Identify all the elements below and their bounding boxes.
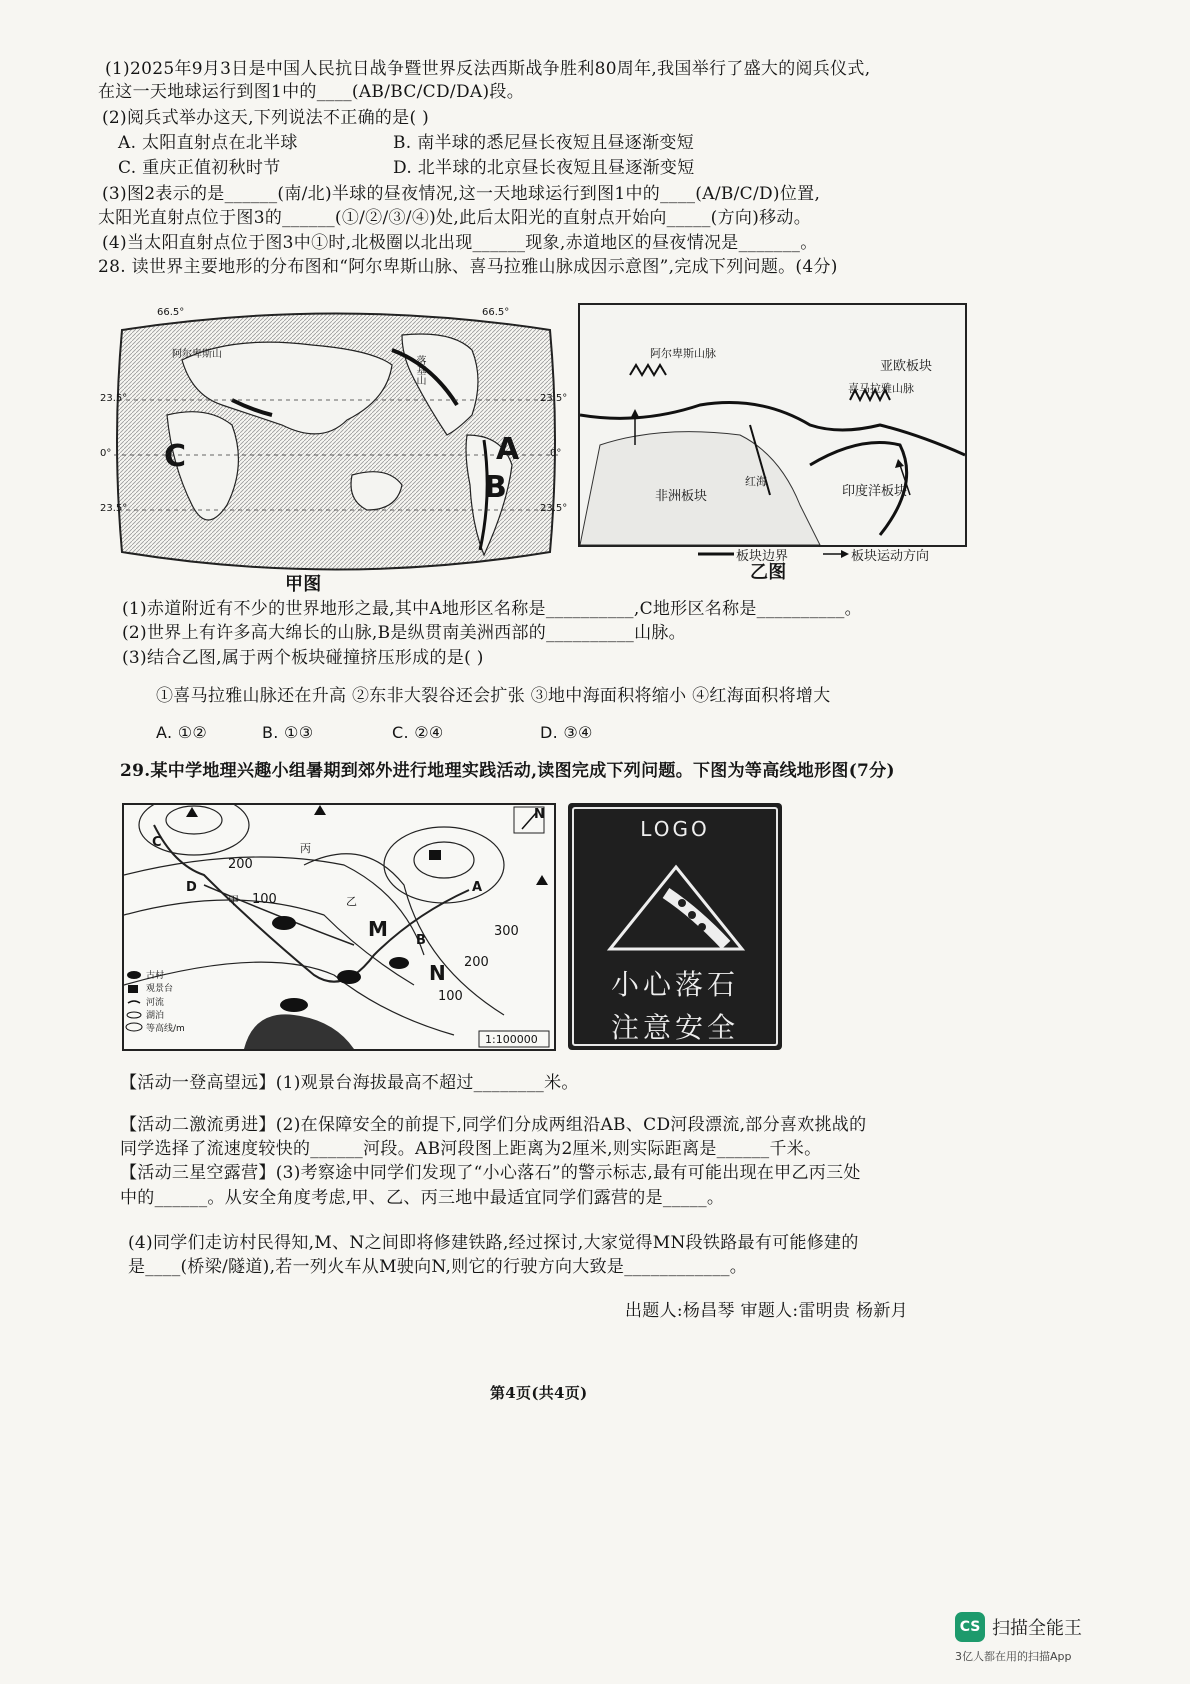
letter-c: C (164, 439, 187, 474)
lat-label-66-5-north-right: 66.5° (482, 307, 510, 318)
point-a: A (472, 880, 483, 895)
red-sea-label: 红海 (745, 475, 767, 488)
legend-boundary: 板块边界 (736, 549, 789, 564)
point-c: C (152, 835, 162, 850)
himalaya-label: 喜马拉雅山脉 (848, 382, 914, 395)
contour-value-100-a: 100 (252, 892, 277, 907)
q27-part4: (4)当太阳直射点位于图3中①时,北极圈以北出现______现象,赤道地区的昼夜情况是_______。 (102, 233, 818, 253)
watermark-app-name: 扫描全能王 (992, 1618, 1082, 1639)
lat-label-23-5-south-left: 23.5° (100, 503, 128, 514)
map-scale: 1:100000 (485, 1033, 538, 1046)
q27-part1-line1: (1)2025年9月3日是中国人民抗日战争暨世界反法西斯战争胜利80周年,我国举行了盛大的阅兵仪式, (105, 59, 871, 79)
q27-option-b: B. 南半球的悉尼昼长夜短且昼逐渐变短 (393, 133, 694, 153)
plate-tectonics-map (578, 303, 967, 547)
place-jia: 甲 (228, 894, 239, 907)
page-number: 第4页(共4页) (490, 1384, 588, 1402)
lat-label-0-left: 0° (100, 448, 112, 459)
map-jia-caption: 甲图 (285, 574, 322, 595)
lat-label-0-right: 0° (550, 448, 562, 459)
lat-label-66-5-north-left: 66.5° (157, 307, 185, 318)
q29-title: 29.某中学地理兴趣小组暑期到郊外进行地理实践活动,读图完成下列问题。下图为等高线地形图(7分) (120, 761, 895, 781)
q27-option-d: D. 北半球的北京昼长夜短且昼逐渐变短 (393, 158, 695, 178)
q28-sub1: (1)赤道附近有不少的世界地形之最,其中A地形区名称是__________,C地形区名称是__________。 (122, 599, 862, 619)
contour-value-100-b: 100 (438, 989, 463, 1004)
point-b: B (416, 933, 426, 948)
legend-village: 古村 (146, 971, 165, 981)
q29-activity3-line2: 中的______。从安全角度考虑,甲、乙、丙三地中最适宜同学们露营的是_____。 (120, 1188, 725, 1208)
plate-map-graphic (580, 305, 965, 545)
q29-activity2-line2: 同学选择了流速度较快的______河段。AB河段图上距离为2厘米,则实际距离是______千米。 (120, 1139, 822, 1159)
q28-choice-b: B. ①③ (262, 723, 314, 742)
q28-choice-a: A. ①② (156, 723, 208, 742)
contour-value-200-a: 200 (228, 857, 253, 872)
q29-part4-line1: (4)同学们走访村民得知,M、N之间即将修建铁路,经过探讨,大家觉得MN段铁路最有可能修建的 (128, 1233, 859, 1253)
place-yi: 乙 (346, 895, 357, 908)
rocky-mountains-label: 落基山 (414, 355, 425, 385)
q28-choice-c: C. ②④ (392, 723, 444, 742)
sign-logo: LOGO (640, 817, 710, 841)
contour-value-300: 300 (494, 924, 519, 939)
watermark-tagline: 3亿人都在用的扫描App (955, 1650, 1072, 1663)
letter-a: A (496, 432, 520, 467)
world-terrain-map (100, 305, 568, 577)
q29-part4-line2: 是____(桥梁/隧道),若一列火车从M驶向N,则它的行驶方向大致是____________。 (128, 1257, 748, 1277)
q29-activity3-line1: 【活动三星空露营】(3)考察途中同学们发现了“小心落石”的警示标志,最有可能出现在甲乙丙三处 (120, 1163, 861, 1183)
q28-title: 28. 读世界主要地形的分布图和“阿尔卑斯山脉、喜马拉雅山脉成因示意图”,完成下列问题。(4分) (98, 257, 838, 277)
scanner-watermark (955, 1610, 1185, 1680)
point-d: D (186, 880, 197, 895)
lat-label-23-5-north-left: 23.5° (100, 393, 128, 404)
q27-option-a: A. 太阳直射点在北半球 (118, 133, 298, 153)
q28-sub3: (3)结合乙图,属于两个板块碰撞挤压形成的是( ) (122, 648, 484, 668)
african-plate-label: 非洲板块 (655, 489, 708, 504)
motion-arrow-icon (823, 547, 853, 561)
q28-choice-d: D. ③④ (540, 723, 593, 742)
contour-graphic (124, 805, 554, 1049)
q27-option-c: C. 重庆正值初秋时节 (118, 158, 281, 178)
falling-rocks-icon (606, 863, 746, 953)
legend-river: 河流 (146, 998, 165, 1008)
indian-ocean-plate-label: 印度洋板块 (842, 484, 908, 499)
point-m: M (368, 917, 388, 941)
q27-part3-line1: (3)图2表示的是______(南/北)半球的昼夜情况,这一天地球运行到图1中的____(A/B/C/D)位置, (102, 184, 821, 204)
legend-contour: 等高线/m (146, 1024, 185, 1034)
legend-motion: 板块运动方向 (851, 549, 930, 564)
author-credits: 出题人:杨昌琴 审题人:雷明贵 杨新月 (625, 1301, 908, 1321)
q29-activity1: 【活动一登高望远】(1)观景台海拔最高不超过________米。 (120, 1073, 579, 1093)
q27-part3-line2: 太阳光直射点位于图3的______(①/②/③/④)处,此后太阳光的直射点开始向_____(方向)移动。 (98, 208, 812, 228)
north-arrow-label: N (534, 807, 545, 822)
letter-b: B (484, 470, 507, 505)
q27-part1-line2: 在这一天地球运行到图1中的____(AB/BC/CD/DA)段。 (98, 82, 524, 102)
point-n: N (429, 961, 446, 985)
contour-value-200-b: 200 (464, 955, 489, 970)
lat-label-23-5-south-right: 23.5° (540, 503, 568, 514)
q28-sub2: (2)世界上有许多高大绵长的山脉,B是纵贯南美洲西部的__________山脉。 (122, 623, 686, 643)
q29-activity2-line1: 【活动二激流勇进】(2)在保障安全的前提下,同学们分成两组沿AB、CD河段漂流,部分喜欢挑战的 (120, 1115, 867, 1135)
legend-lake: 湖泊 (146, 1011, 165, 1021)
contour-map (122, 803, 556, 1051)
map-yi-caption: 乙图 (750, 562, 787, 583)
alps-label: 阿尔卑斯山 (172, 349, 222, 360)
eurasian-plate-label: 亚欧板块 (880, 359, 933, 374)
camscanner-logo-icon: CS (955, 1612, 985, 1642)
legend-viewpoint: 观景台 (146, 984, 174, 994)
falling-rocks-sign (568, 803, 782, 1050)
sign-line-2: 注意安全 (610, 1011, 739, 1044)
lat-label-23-5-north-right: 23.5° (540, 393, 568, 404)
q28-statements: ①喜马拉雅山脉还在升高 ②东非大裂谷还会扩张 ③地中海面积将缩小 ④红海面积将增大 (156, 686, 831, 706)
plate-map-legend (698, 544, 968, 564)
sign-line-1: 小心落石 (610, 968, 739, 1001)
q27-part2: (2)阅兵式举办这天,下列说法不正确的是( ) (102, 108, 430, 128)
place-bing: 丙 (300, 842, 311, 855)
alps-mountains-label: 阿尔卑斯山脉 (650, 347, 716, 360)
boundary-line-icon (698, 547, 738, 561)
